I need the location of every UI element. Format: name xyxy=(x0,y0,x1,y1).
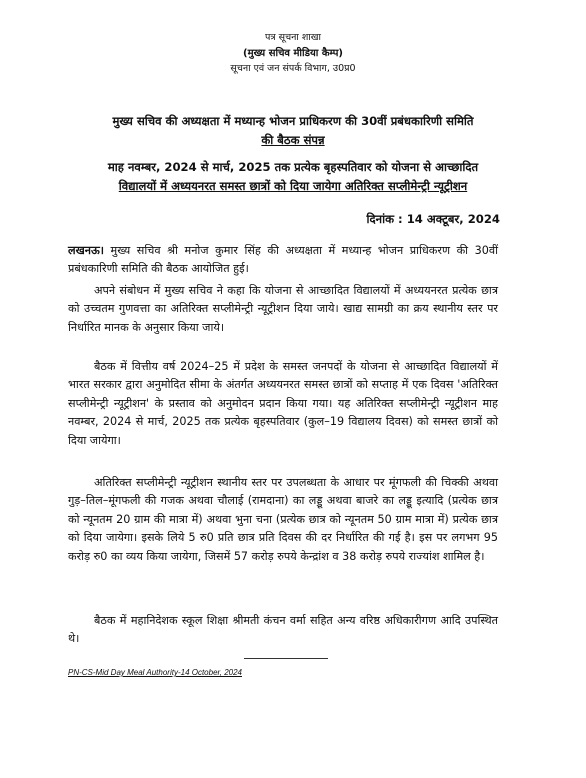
paragraph-text: बैठक में महानिदेशक स्कूल शिक्षा श्रीमती कंचन वर्मा सहित अन्य वरिष्ठ अधिकारीगण आदि उपस्थित थे। xyxy=(68,614,498,646)
paragraph-text: अतिरिक्त सप्लीमेन्ट्री न्यूट्रीशन स्थानीय स्तर पर उपलब्धता के आधार पर मूंगफली की चिक्की अथवा गुड़–तिल–मूंगफली की गजक अथवा चौलाई (रामदाना) का लड्डू अथवा बाजरे का लड्डू इत्यादि (प्रत्येक छात्र को न्यूनतम 20 ग्राम की मात्रा में) अथवा भुना चना (प्रत्येक छात्र को न्यूनतम 50 ग्राम मात्रा में) प्रत्येक छात्र को दिया जायेगा। इसके लिये 5 रु0 प्रति छात्र प्रति दिवस की दर निर्धारित की गई है। इस पर लगभग 95 करोड़ रु0 का व्यय किया जायेगा, जिसमें 57 करोड़ रुपये केन्द्रांश व 38 करोड़ रुपये राज्यांश शामिल है। xyxy=(68,476,498,563)
ministry-line: सूचना एवं जन संपर्क विभाग, उ0प्र0 xyxy=(230,63,356,74)
paragraph-text: अपने संबोधन में मुख्य सचिव ने कहा कि योजना से आच्छादित विद्यालयों में अध्ययनरत प्रत्येक छात्र को उच्चतम गुणवत्ता का अतिरिक्त सप्लीमेन्ट्री न्यूट्रीशन दिया जाये। खाद्य सामग्री का क्रय स्थानीय स्तर पर निर्धारित मानक के अनुसार किया जाये। xyxy=(68,284,498,334)
body-paragraph-1 xyxy=(68,242,498,279)
footer-reference: PN-CS-Mid Day Meal Authority-14 October, 2024 xyxy=(68,668,242,677)
headline-line-1: मुख्य सचिव की अध्यक्षता में मध्यान्ह भोजन प्राधिकरण की 30वीं प्रबंधकारिणी समिति xyxy=(112,114,474,128)
headline-line-2: की बैठक संपन्न xyxy=(261,133,325,147)
subheadline-line-1: माह नवम्बर, 2024 से मार्च, 2025 तक प्रत्येक बृहस्पतिवार को योजना से आच्छादित xyxy=(107,160,479,174)
end-divider xyxy=(244,658,328,659)
body-paragraph-3 xyxy=(68,358,498,450)
release-date: दिनांक : 14 अक्टूबर, 2024 xyxy=(366,212,500,226)
paragraph-text: बैठक में वित्तीय वर्ष 2024–25 में प्रदेश के समस्त जनपदों के योजना से आच्छादित विद्यालयों में भारत सरकार द्वारा अनुमोदित सीमा के अंतर्गत अध्ययनरत समस्त छात्रों को सप्ताह में एक दिवस 'अतिरिक्त सप्लीमेन्ट्री न्यूट्रीशन' के प्रस्ताव को अनुमोदन प्रदान किया गया। यह अतिरिक्त सप्लीमेन्ट्री न्यूट्रीशन माह नवम्बर, 2024 से मार्च, 2025 तक प्रत्येक बृहस्पतिवार (कुल–19 विद्यालय दिवस) को समस्त छात्रों को दिया जायेगा। xyxy=(68,360,498,447)
subheadline-line-2: विद्यालयों में अध्ययनरत समस्त छात्रों को दिया जायेगा अतिरिक्त सप्लीमेन्ट्री न्यूट्रीशन xyxy=(118,179,468,193)
department-line: पत्र सूचना शाखा xyxy=(264,32,322,43)
dateline-city: लखनऊ। xyxy=(68,244,104,257)
body-paragraph-5 xyxy=(68,612,498,649)
body-paragraph-2 xyxy=(68,282,498,337)
body-paragraph-4 xyxy=(68,474,498,566)
paragraph-text: मुख्य सचिव श्री मनोज कुमार सिंह की अध्यक्षता में मध्यान्ह भोजन प्राधिकरण की 30वीं प्रबंधकारिणी समिति की बैठक आयोजित हुई। xyxy=(68,244,498,276)
media-camp-line: (मुख्य सचिव मीडिया कैम्प) xyxy=(243,48,343,59)
